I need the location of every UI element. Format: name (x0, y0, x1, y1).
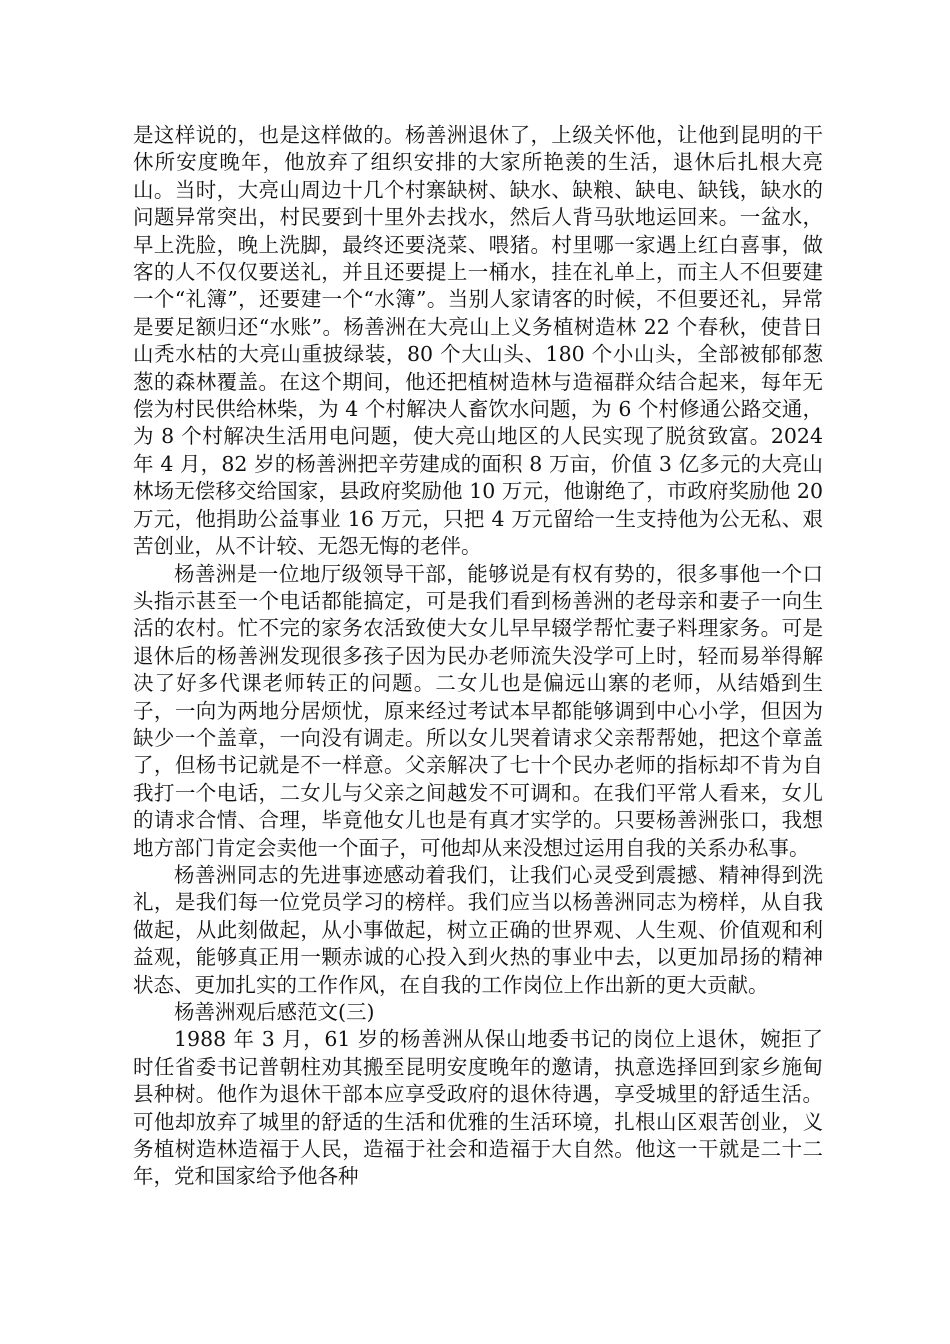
paragraph-continuation: 是这样说的，也是这样做的。杨善洲退休了，上级关怀他，让他到昆明的干休所安度晚年，他放弃了组织安排的大家所艳羡的生活，退休后扎根大亮山。当时，大亮山周边十几个村寨缺树、缺水、缺粮、缺电、缺钱，缺水的问题异常突出，村民要到十里外去找水，然后人背马驮地运回来。一盆水，早上洗脸，晚上洗脚，最终还要浇菜、喂猪。村里哪一家遇上红白喜事，做客的人不仅仅要送礼，并且还要提上一桶水，挂在礼单上，而主人不但要建一个“礼簿”，还要建一个“水簿”。当别人家请客的时候，不但要还礼，异常是要足额归还“水账”。杨善洲在大亮山上义务植树造林 22 个春秋，使昔日山秃水枯的大亮山重披绿装，80 个大山头、180 个小山头，全部被郁郁葱葱的森林覆盖。在这个期间，他还把植树造林与造福群众结合起来，每年无偿为村民供给林柴，为 4 个村解决人畜饮水问题，为 6 个村修通公路交通，为 8 个村解决生活用电问题，使大亮山地区的人民实现了脱贫致富。2024 年 4 月，82 岁的杨善洲把辛劳建成的面积 8 万亩，价值 3 亿多元的大亮山林场无偿移交给国家，县政府奖励他 10 万元，他谢绝了，市政府奖励他 20 万元，他捐助公益事业 16 万元，只把 4 万元留给一生支持他为公无私、艰苦创业，从不计较、无怨无悔的老伴。 (133, 123, 823, 559)
section-heading: 杨善洲观后感范文(三) (174, 1000, 375, 1024)
paragraph-role-model: 杨善洲同志的先进事迹感动着我们，让我们心灵受到震撼、精神得到洗礼，是我们每一位党员学习的榜样。我们应当以杨善洲同志为榜样，从自我做起，从此刻做起，从小事做起，树立正确的世界观、人生观、价值观和利益观，能够真正用一颗赤诚的心投入到火热的事业中去，以更加昂扬的精神状态、更加扎实的工作作风，在自我的工作岗位上作出新的更大贡献。 (133, 862, 823, 997)
paragraph-retirement: 1988 年 3 月，61 岁的杨善洲从保山地委书记的岗位上退休，婉拒了时任省委书记普朝柱劝其搬至昆明安度晚年的邀请，执意选择回到家乡施甸县种树。他作为退休干部本应享受政府的退休待遇，享受城里的舒适生活。可他却放弃了城里的舒适的生活和优雅的生活环境，扎根山区艰苦创业，义务植树造林造福于人民，造福于社会和造福于大自然。他这一干就是二十二年，党和国家给予他各种 (133, 1027, 823, 1189)
paragraph-family-story: 杨善洲是一位地厅级领导干部，能够说是有权有势的，很多事他一个口头指示甚至一个电话都能搞定，可是我们看到杨善洲的老母亲和妻子一向生活的农村。忙不完的家务农活致使大女儿早早辍学帮忙妻子料理家务。可是退休后的杨善洲发现很多孩子因为民办老师流失没学可上时，轻而易举得解决了好多代课老师转正的问题。二女儿也是偏远山寨的老师，从结婚到生子，一向为两地分居烦忧，原来经过考试本早都能够调到中心小学，但因为缺少一个盖章，一向没有调走。所以女儿哭着请求父亲帮帮她，把这个章盖了，但杨书记就是不一样意。父亲解决了七十个民办老师的指标却不肯为自我打一个电话，二女儿与父亲之间越发不可调和。在我们平常人看来，女儿的请求合情、合理，毕竟他女儿也是有真才实学的。只要杨善洲张口，我想地方部门肯定会卖他一个面子，可他却从来没想过运用自我的关系办私事。 (133, 561, 823, 860)
document-body (133, 122, 823, 1191)
